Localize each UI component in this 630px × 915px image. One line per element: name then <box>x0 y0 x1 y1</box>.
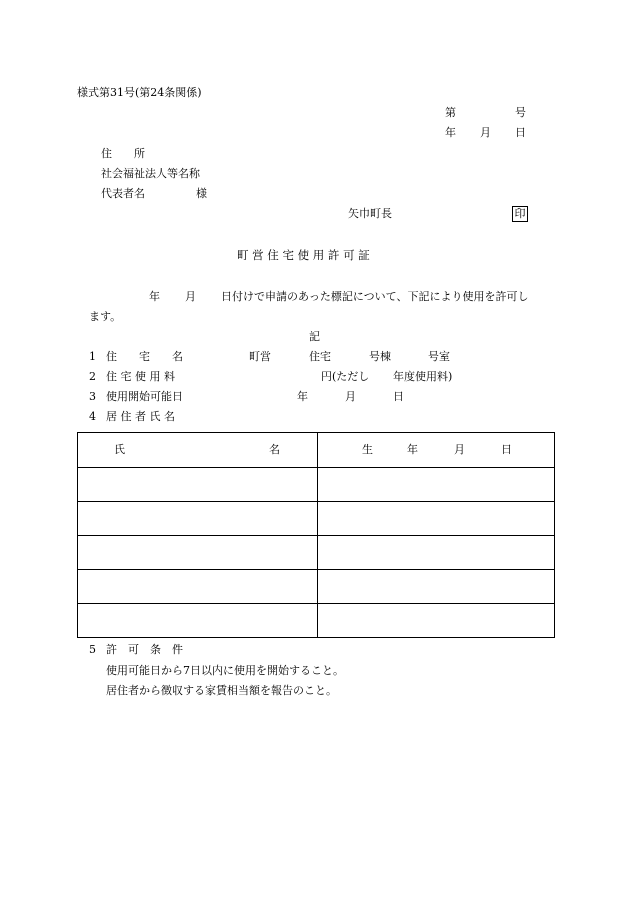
table-row <box>78 467 554 468</box>
item-1-town: 町営 <box>249 350 271 363</box>
item-1-label: 住 宅 名 <box>106 350 183 363</box>
item-1-room: 号室 <box>428 350 450 363</box>
item-2-rent: 円(ただし <box>321 370 370 383</box>
item-2-label: 住 宅 使 用 料 <box>106 370 175 383</box>
condition-1: 使用可能日から7日以内に使用を開始すること。 <box>106 664 344 677</box>
condition-2: 居住者から徴収する家賃相当額を報告のこと。 <box>106 684 337 697</box>
item-3-year: 年 <box>297 390 308 403</box>
doc-number-suffix: 号 <box>515 106 526 119</box>
header-birth-day: 日 <box>501 443 512 456</box>
item-4-number: 4 <box>89 410 96 423</box>
body-month: 月 <box>185 290 196 303</box>
honorific: 様 <box>196 187 207 200</box>
ki-label: 記 <box>309 330 320 343</box>
form-number: 様式第31号(第24条関係) <box>77 86 202 99</box>
item-4-label: 居 住 者 氏 名 <box>106 410 175 423</box>
issue-day: 日 <box>515 126 526 139</box>
item-2-fiscal: 年度使用料) <box>393 370 453 383</box>
issuer: 矢巾町長 <box>348 207 392 220</box>
item-2-number: 2 <box>89 370 96 383</box>
table-row <box>78 501 554 502</box>
residents-table <box>77 432 555 638</box>
item-1-house: 住宅 <box>309 350 331 363</box>
header-birth-sei: 生 <box>362 443 373 456</box>
body-year: 年 <box>149 290 160 303</box>
issue-month: 月 <box>480 126 491 139</box>
address-label: 住 所 <box>101 147 145 160</box>
page-title: 町 営 住 宅 使 用 許 可 証 <box>237 248 370 262</box>
item-1-building: 号棟 <box>369 350 391 363</box>
header-name-mei: 名 <box>269 443 280 456</box>
item-3-number: 3 <box>89 390 96 403</box>
table-row <box>78 569 554 570</box>
seal-icon: 印 <box>512 206 528 222</box>
header-birth-month: 月 <box>454 443 465 456</box>
table-row <box>78 603 554 604</box>
item-5-number: 5 <box>89 643 96 656</box>
header-name-shi: 氏 <box>114 443 125 456</box>
corporation-label: 社会福祉法人等名称 <box>101 167 200 180</box>
doc-number-prefix: 第 <box>445 106 456 119</box>
item-1-number: 1 <box>89 350 96 363</box>
issue-year: 年 <box>445 126 456 139</box>
body-line-2: ます。 <box>89 310 122 323</box>
representative-label: 代表者名 <box>101 187 145 200</box>
body-line-1: 日付けで申請のあった標記について、下記により使用を許可し <box>221 290 529 303</box>
item-3-month: 月 <box>345 390 356 403</box>
item-5-label: 許 可 条 件 <box>106 643 183 656</box>
header-birth-year: 年 <box>407 443 418 456</box>
item-3-label: 使用開始可能日 <box>106 390 183 403</box>
item-3-day: 日 <box>393 390 404 403</box>
table-row <box>78 535 554 536</box>
